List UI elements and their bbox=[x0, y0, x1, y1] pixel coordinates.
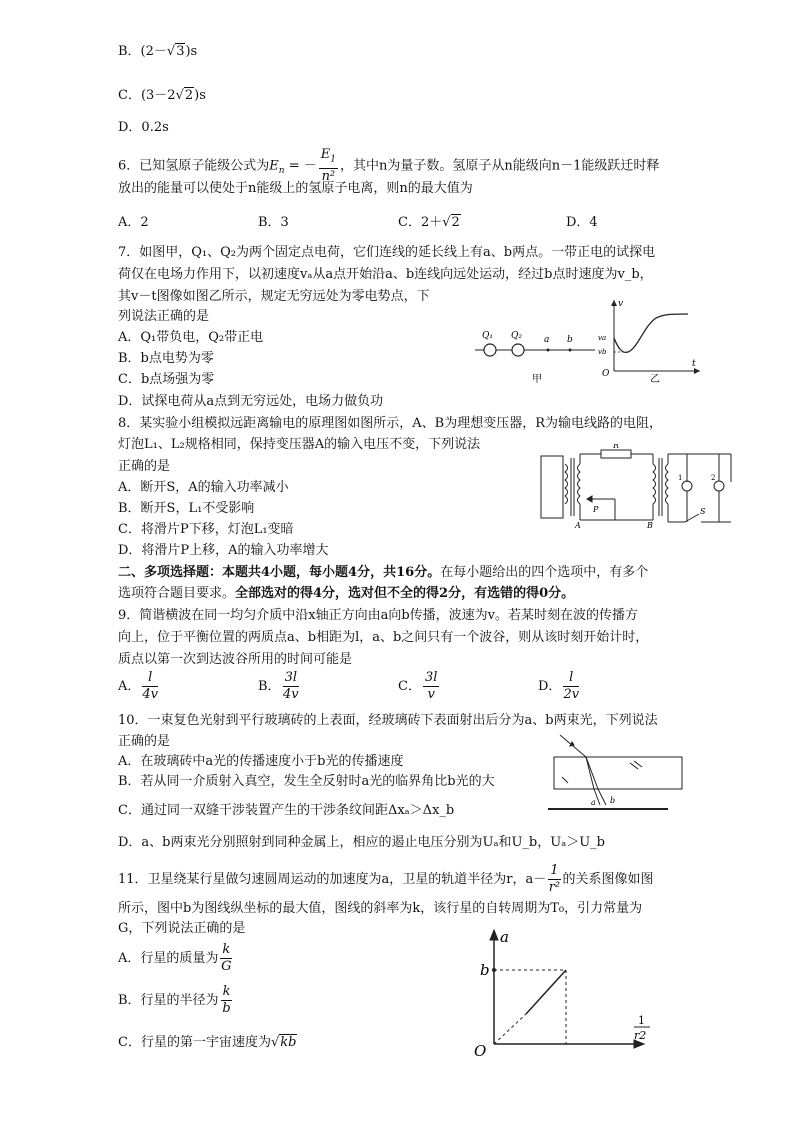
q8-label-s: S bbox=[700, 507, 706, 516]
q7-label-a: a bbox=[544, 335, 550, 345]
section2-heading-line1: 二、多项选择题：本题共4小题，每小题4分，共16分。在每小题给出的四个选项中，有多个 bbox=[118, 565, 649, 580]
q11-axis-label-numerator: 1 bbox=[638, 1014, 645, 1027]
q7-yi-vb: vb bbox=[598, 348, 607, 356]
q7-label-q1: Q₁ bbox=[482, 331, 493, 341]
q5-option-c: C．(3－2√2)s bbox=[118, 88, 206, 103]
q6-option-c: C．2＋√2 bbox=[398, 215, 460, 230]
q6-option-b: B．3 bbox=[258, 215, 289, 230]
q8-option-c: C．将滑片P下移，灯泡L₁变暗 bbox=[118, 522, 294, 537]
q8-stem-line3: 正确的是 bbox=[118, 459, 171, 474]
q7-option-b: B．b点电势为零 bbox=[118, 351, 214, 366]
q6-stem-line2: 放出的能量可以使处于n能级上的氢原子电离，则n的最大值为 bbox=[118, 181, 473, 196]
q11-stem-line2: 所示，图中b为图线纵坐标的最大值，图线的斜率为k，该行星的自转周期为T₀，引力常量为 bbox=[118, 901, 643, 916]
q9-stem-line3: 质点以第一次到达波谷所用的时间可能是 bbox=[118, 652, 353, 667]
q7-option-a: A．Q₁带负电，Q₂带正电 bbox=[118, 330, 264, 345]
q8-option-b: B．断开S，L₁不受影响 bbox=[118, 501, 255, 516]
q10-option-a: A．在玻璃砖中a光的传播速度小于b光的传播速度 bbox=[118, 754, 404, 769]
q7-yi-axis-v: v bbox=[618, 299, 624, 309]
q11-axis-label-denominator: r2 bbox=[634, 1029, 647, 1042]
q9-option-b: B． $\frac{3l}{4v}$ bbox=[258, 670, 299, 702]
q6-energy-fraction: $\frac{E_1}{\text{n²}}$ bbox=[320, 147, 336, 184]
q8-label-l1: 1 bbox=[678, 474, 683, 482]
q6-option-a: A．2 bbox=[118, 215, 149, 230]
q11-origin-label: O bbox=[474, 1042, 487, 1060]
q8-stem-line1: 8．某实验小组模拟远距离输电的原理图如图所示，A、B为理想变压器，R为输电线路的电阻， bbox=[118, 416, 663, 431]
q7-figure-yi bbox=[596, 296, 706, 384]
q9-option-c: C． $\frac{3l}{v}$ bbox=[398, 670, 438, 702]
section2-heading-line2: 选项符合题目要求。全部选对的得4分，选对但不全的得2分，有选错的得0分。 bbox=[118, 586, 575, 601]
q11-option-c: C．行星的第一宇宙速度为√kb bbox=[118, 1035, 297, 1050]
q10-option-b: B．若从同一介质射入真空，发生全反射时a光的临界角比b光的大 bbox=[118, 774, 495, 789]
q8-label-a: A bbox=[575, 521, 581, 530]
q11-axis-label-a: a bbox=[500, 928, 509, 946]
q11-label-b: b bbox=[480, 961, 490, 979]
q11-a-vs-inverse-r2-graph bbox=[468, 926, 658, 1062]
q10-label-b: b bbox=[610, 796, 616, 805]
q6-stem-line1: 6．已知氢原子能级公式为$E_n$ = － $\frac{E_1}{\text{n²}}$ ，其中n为量子数。氢原子从n能级向n－1能级跃迁时释 bbox=[118, 147, 660, 184]
q9-stem-line2: 向上，位于平衡位置的两质点a、b相距为l，a、b之间只有一个波谷，则从该时刻开始计时， bbox=[118, 630, 649, 645]
q11-stem-line1: 11．卫星绕某行星做匀速圆周运动的加速度为a，卫星的轨道半径为r，a－ $\frac{1}{\text{r²}}$ 的关系图像如图 bbox=[118, 863, 654, 895]
q10-stem-line2: 正确的是 bbox=[118, 734, 171, 749]
q7-option-c: C．b点场强为零 bbox=[118, 372, 215, 387]
q9-stem-line1: 9．简谐横波在同一均匀介质中沿x轴正方向由a向b传播，波速为v。若某时刻在波的传播方 bbox=[118, 608, 639, 623]
q10-option-c: C．通过同一双缝干涉装置产生的干涉条纹间距Δxₐ＞Δx_b bbox=[118, 803, 455, 818]
q7-label-b: b bbox=[567, 335, 573, 345]
q11-option-b: B．行星的半径为 $\frac{k}{b}$ bbox=[118, 984, 231, 1016]
q8-label-l2: 2 bbox=[711, 474, 716, 482]
q8-label-b: B bbox=[647, 521, 653, 530]
q8-label-r: R bbox=[613, 444, 620, 450]
q7-caption-jia: 甲 bbox=[532, 374, 542, 385]
q8-stem-line2: 灯泡L₁、L₂规格相同，保持变压器A的输入电压不变，下列说法 bbox=[118, 437, 481, 452]
q7-yi-axis-t: t bbox=[692, 359, 696, 369]
q7-stem-line4: 列说法正确的是 bbox=[118, 309, 210, 324]
q7-stem-line2: 荷仅在电场力作用下，以初速度vₐ从a点开始沿a、b连线向远处运动，经过b点时速度为v_b， bbox=[118, 267, 653, 282]
q8-circuit-figure bbox=[535, 444, 735, 530]
q5-option-d: D．0.2s bbox=[118, 120, 169, 135]
q9-option-d: D． $\frac{l}{2v}$ bbox=[538, 670, 580, 702]
q10-option-d: D．a、b两束光分别照射到同种金属上，相应的遏止电压分别为Uₐ和U_b，Uₐ＞U_b bbox=[118, 835, 605, 850]
q8-option-d: D．将滑片P上移，A的输入功率增大 bbox=[118, 543, 329, 558]
q8-option-a: A．断开S，A的输入功率减小 bbox=[118, 480, 289, 495]
q5-option-b: B．(2－√3)s bbox=[118, 44, 198, 59]
q7-figure-jia bbox=[470, 320, 600, 390]
q6-option-d: D．4 bbox=[566, 215, 598, 230]
q7-yi-origin: O bbox=[602, 369, 610, 379]
q7-stem-line3: 其v－t图像如图乙所示，规定无穷远处为零电势点，下 bbox=[118, 289, 430, 304]
q10-label-a: a bbox=[591, 798, 596, 807]
q7-caption-yi: 乙 bbox=[650, 374, 660, 384]
q7-option-d: D．试探电荷从a点到无穷远处，电场力做负功 bbox=[118, 394, 384, 409]
q7-label-q2: Q₂ bbox=[511, 331, 522, 341]
q9-option-a: A． $\frac{l}{4v}$ bbox=[118, 670, 159, 702]
q7-yi-va: va bbox=[598, 334, 607, 342]
q10-stem-line1: 10．一束复色光射到平行玻璃砖的上表面，经玻璃砖下表面射出后分为a、b两束光，下列说法 bbox=[118, 713, 658, 728]
q11-option-a: A．行星的质量为 $\frac{k}{G}$ bbox=[118, 942, 232, 974]
q8-label-p: P bbox=[593, 505, 599, 514]
q10-glass-block-figure bbox=[548, 733, 688, 813]
q11-stem-line3: G，下列说法正确的是 bbox=[118, 921, 246, 936]
q7-stem-line1: 7．如图甲，Q₁、Q₂为两个固定点电荷，它们连线的延长线上有a、b两点。一带正电的试探电 bbox=[118, 245, 656, 260]
